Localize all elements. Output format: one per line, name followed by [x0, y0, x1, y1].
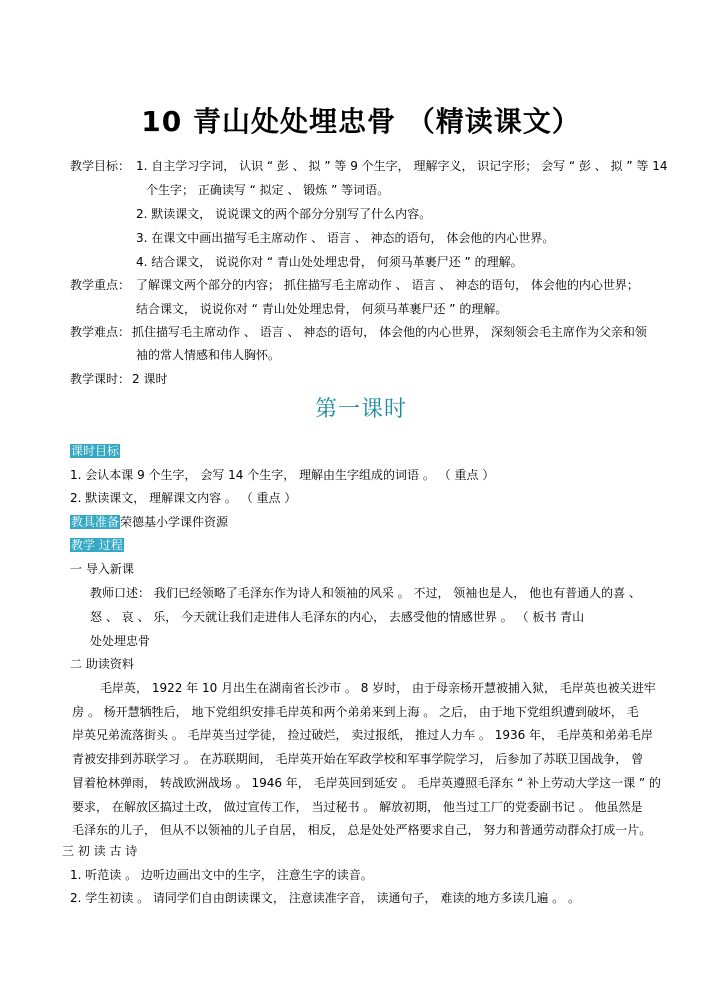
step2-heading: 二 助读资料 [70, 657, 134, 671]
lesson-goal-1: 1. 会认本课 9 个生字， 会写 14 个生字， 理解由生字组成的词语 。 （ 重点 ） [70, 468, 495, 482]
step1-line-2: 怒 、 哀 、 乐， 今天就让我们走进伟人毛泽东的内心， 去感受他的情感世界 。 （ 板书 青山 [90, 610, 585, 624]
step2-line-2: 房 。 杨开慧牺牲后， 地下党组织安排毛岸英和两个弟弟来到上海 。 之后， 由于地下党组织遭到破坏， 毛 [72, 705, 639, 719]
goal-item-2: 2. 默读课文， 说说课文的两个部分分别写了什么内容。 [136, 207, 432, 221]
step3-line-2: 2. 学生初读 。 请同学们自由朗读课文， 注意读准字音， 读通句子， 难读的地方多读几遍 。 。 [70, 891, 580, 905]
prep-value: 荣德基小学课件资源 [120, 515, 229, 529]
goal-item-3: 3. 在课文中画出描写毛主席动作 、 语言 、 神态的语句， 体会他的内心世界。 [136, 231, 555, 245]
prep-tag: 教具准备 [71, 515, 120, 529]
lesson-title: 10 青山处处埋忠骨 （精读课文） [141, 105, 581, 138]
step1-heading: 一 导入新课 [70, 562, 134, 576]
lesson-goals-tag: 课时目标 [71, 444, 120, 458]
keypoints-line-2: 结合课文， 说说你对 “ 青山处处埋忠骨， 何须马革裹尸还 ” 的理解。 [136, 302, 508, 316]
goal-item-4: 4. 结合课文， 说说你对 “ 青山处处埋忠骨， 何须马革裹尸还 ” 的理解。 [136, 255, 523, 269]
difficulties-label: 教学难点： [70, 325, 131, 339]
step2-line-1: 毛岸英， 1922 年 10 月出生在湖南省长沙市 。 8 岁时， 由于母亲杨开慧被捕入狱， 毛岸英也被关进牢 [100, 681, 656, 695]
keypoints-line-1: 了解课文两个部分的内容； 抓住描写毛主席动作 、 语言 、 神态的语句， 体会他的内心世界； [136, 278, 639, 292]
section-title: 第一课时 [314, 397, 407, 422]
keypoints-label: 教学重点： [70, 278, 131, 292]
goals-label: 教学目标： [70, 159, 131, 173]
step2-line-6: 要求， 在解放区搞过土改， 做过宣传工作， 当过秘书 。 解放初期， 他当过工厂的党委副书记 。 他虽然是 [72, 800, 643, 814]
goal-item-1-cont: 个生字； 正确读写 “ 拟定 、 锻炼 ” 等词语。 [146, 183, 390, 197]
hours-value: 2 课时 [132, 372, 168, 386]
step1-line-1: 教师口述： 我们已经领略了毛泽东作为诗人和领袖的风采 。 不过， 领袖也是人， 他也有普通人的喜 、 [90, 586, 641, 600]
difficulties-line-1: 抓住描写毛主席动作 、 语言 、 神态的语句， 体会他的内心世界， 深刻领会毛主席作为父亲和领 [132, 325, 647, 339]
goal-item-1: 1. 自主学习字词， 认识 “ 彭 、 拟 ” 等 9 个生字， 理解字义， 识记字形； 会写 “ 彭 、 拟 ” 等 14 [136, 159, 668, 173]
difficulties-line-2: 袖的常人情感和伟人胸怀。 [136, 348, 281, 362]
step2-line-3: 岸英兄弟流落街头 。 毛岸英当过学徒， 捡过破烂， 卖过报纸， 推过人力车 。 1936 年， 毛岸英和弟弟毛岸 [72, 728, 653, 742]
step2-line-7: 毛泽东的儿子， 但从不以领袖的儿子自居， 相反， 总是处处严格要求自己， 努力和普通劳动群众打成一片。 [72, 823, 652, 837]
step3-line-1: 1. 听范读 。 边听边画出文中的生字， 注意生字的读音。 [70, 868, 373, 882]
hours-label: 教学课时： [70, 372, 131, 386]
step2-line-4: 青被安排到苏联学习 。 在苏联期间， 毛岸英开始在军政学校和军事学院学习， 后参加了苏联卫国战争， 曾 [72, 752, 644, 766]
process-tag: 教学 过程 [71, 538, 123, 552]
step1-line-3: 处处埋忠骨 [90, 634, 151, 648]
step3-heading: 三 初 读 古 诗 [62, 844, 138, 858]
step2-line-5: 冒着枪林弹雨， 转战欧洲战场 。 1946 年， 毛岸英回到延安 。 毛岸英遵照毛泽东 “ 补上劳动大学这一课 ” 的 [72, 776, 661, 790]
lesson-goal-2: 2. 默读课文， 理解课文内容 。 （ 重点 ） [70, 491, 297, 505]
